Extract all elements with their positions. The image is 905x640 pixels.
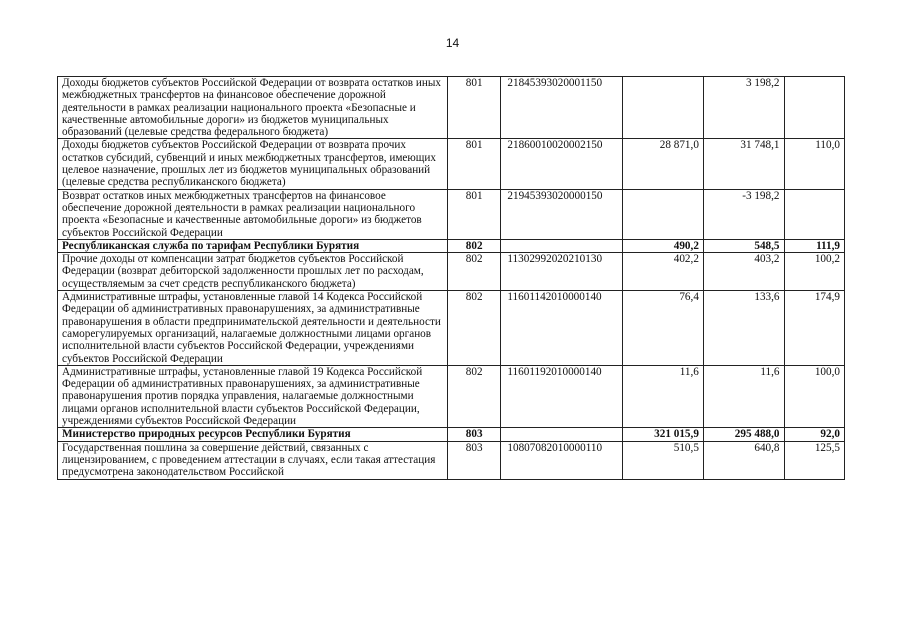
table-row	[58, 365, 845, 427]
cell-name: Доходы бюджетов субъектов Российской Федерации от возврата остатков иных межбюджетных трансфертов на финансовое обеспечение дорожной деятельности в рамках реализации национального проекта «Безопасные и качественные автомобильные дороги» из бюджетов муниципальных образований (целевые средства федерального бюджета)	[58, 77, 448, 139]
cell-percent: 125,5	[784, 441, 844, 479]
cell-name: Возврат остатков иных межбюджетных трансфертов на финансовое обеспечение дорожной деятельности в рамках реализации национального проекта «Безопасные и качественные автомобильные дороги» из бюджетов субъектов Российской Федерации	[58, 189, 448, 239]
table-row-section	[58, 239, 845, 252]
cell-percent: 100,2	[784, 253, 844, 291]
cell-plan: 490,2	[623, 239, 704, 252]
cell-plan: 402,2	[623, 253, 704, 291]
cell-budget-code	[501, 239, 623, 252]
cell-plan: 76,4	[623, 291, 704, 366]
cell-actual: 11,6	[703, 365, 784, 427]
table-body	[58, 77, 845, 480]
cell-name: Доходы бюджетов субъектов Российской Федерации от возврата прочих остатков субсидий, субвенций и иных межбюджетных трансфертов, имеющих целевое назначение, прошлых лет из бюджетов муниципальных образований (целевые средства республиканского бюджета)	[58, 139, 448, 189]
cell-plan: 321 015,9	[623, 428, 704, 441]
cell-admin-code: 802	[447, 239, 500, 252]
cell-percent: 100,0	[784, 365, 844, 427]
cell-budget-code: 10807082010000110	[501, 441, 623, 479]
table-row-section	[58, 428, 845, 441]
cell-percent: 92,0	[784, 428, 844, 441]
table-row	[58, 253, 845, 291]
cell-budget-code: 21860010020002150	[501, 139, 623, 189]
cell-budget-code: 21845393020001150	[501, 77, 623, 139]
cell-name: Прочие доходы от компенсации затрат бюджетов субъектов Российской Федерации (возврат дебиторской задолженности прошлых лет по расходам, осуществляемым за счет средств республиканского бюджета)	[58, 253, 448, 291]
cell-budget-code: 11302992020210130	[501, 253, 623, 291]
cell-admin-code: 801	[447, 77, 500, 139]
cell-admin-code: 802	[447, 253, 500, 291]
cell-admin-code: 803	[447, 428, 500, 441]
cell-name: Республиканская служба по тарифам Республики Бурятия	[58, 239, 448, 252]
cell-budget-code: 11601192010000140	[501, 365, 623, 427]
cell-admin-code: 802	[447, 365, 500, 427]
table-row	[58, 139, 845, 189]
cell-actual: 548,5	[703, 239, 784, 252]
cell-admin-code: 801	[447, 139, 500, 189]
revenue-table	[57, 76, 845, 480]
cell-budget-code: 21945393020000150	[501, 189, 623, 239]
cell-percent: 110,0	[784, 139, 844, 189]
cell-admin-code: 801	[447, 189, 500, 239]
cell-plan	[623, 189, 704, 239]
cell-budget-code	[501, 428, 623, 441]
page-number: 14	[445, 36, 460, 50]
cell-admin-code: 803	[447, 441, 500, 479]
cell-name: Административные штрафы, установленные главой 19 Кодекса Российской Федерации об административных правонарушениях, за административные правонарушения против порядка управления, налагаемые должностными лицами органов исполнительной власти субъектов Российской Федерации, учреждениями субъектов Российской Федерации	[58, 365, 448, 427]
cell-actual: 133,6	[703, 291, 784, 366]
cell-percent	[784, 189, 844, 239]
table-row	[58, 189, 845, 239]
cell-actual: 295 488,0	[703, 428, 784, 441]
cell-name: Государственная пошлина за совершение действий, связанных с лицензированием, с проведением аттестации в случаях, если такая аттестация предусмотрена законодательством Российской	[58, 441, 448, 479]
cell-actual: -3 198,2	[703, 189, 784, 239]
cell-name: Административные штрафы, установленные главой 14 Кодекса Российской Федерации об административных правонарушениях, за административные правонарушения в области предпринимательской деятельности и деятельности саморегулируемых организаций, налагаемые должностными лицами органов исполнительной власти субъектов Российской Федерации, учреждениями субъектов Российской Федерации	[58, 291, 448, 366]
cell-percent: 174,9	[784, 291, 844, 366]
table-row	[58, 77, 845, 139]
table-row	[58, 291, 845, 366]
cell-actual: 403,2	[703, 253, 784, 291]
cell-plan: 510,5	[623, 441, 704, 479]
cell-plan	[623, 77, 704, 139]
cell-actual: 3 198,2	[703, 77, 784, 139]
cell-budget-code: 11601142010000140	[501, 291, 623, 366]
cell-name: Министерство природных ресурсов Республики Бурятия	[58, 428, 448, 441]
cell-admin-code: 802	[447, 291, 500, 366]
cell-actual: 31 748,1	[703, 139, 784, 189]
cell-plan: 11,6	[623, 365, 704, 427]
cell-percent	[784, 77, 844, 139]
cell-plan: 28 871,0	[623, 139, 704, 189]
cell-percent: 111,9	[784, 239, 844, 252]
cell-actual: 640,8	[703, 441, 784, 479]
table-row	[58, 441, 845, 479]
